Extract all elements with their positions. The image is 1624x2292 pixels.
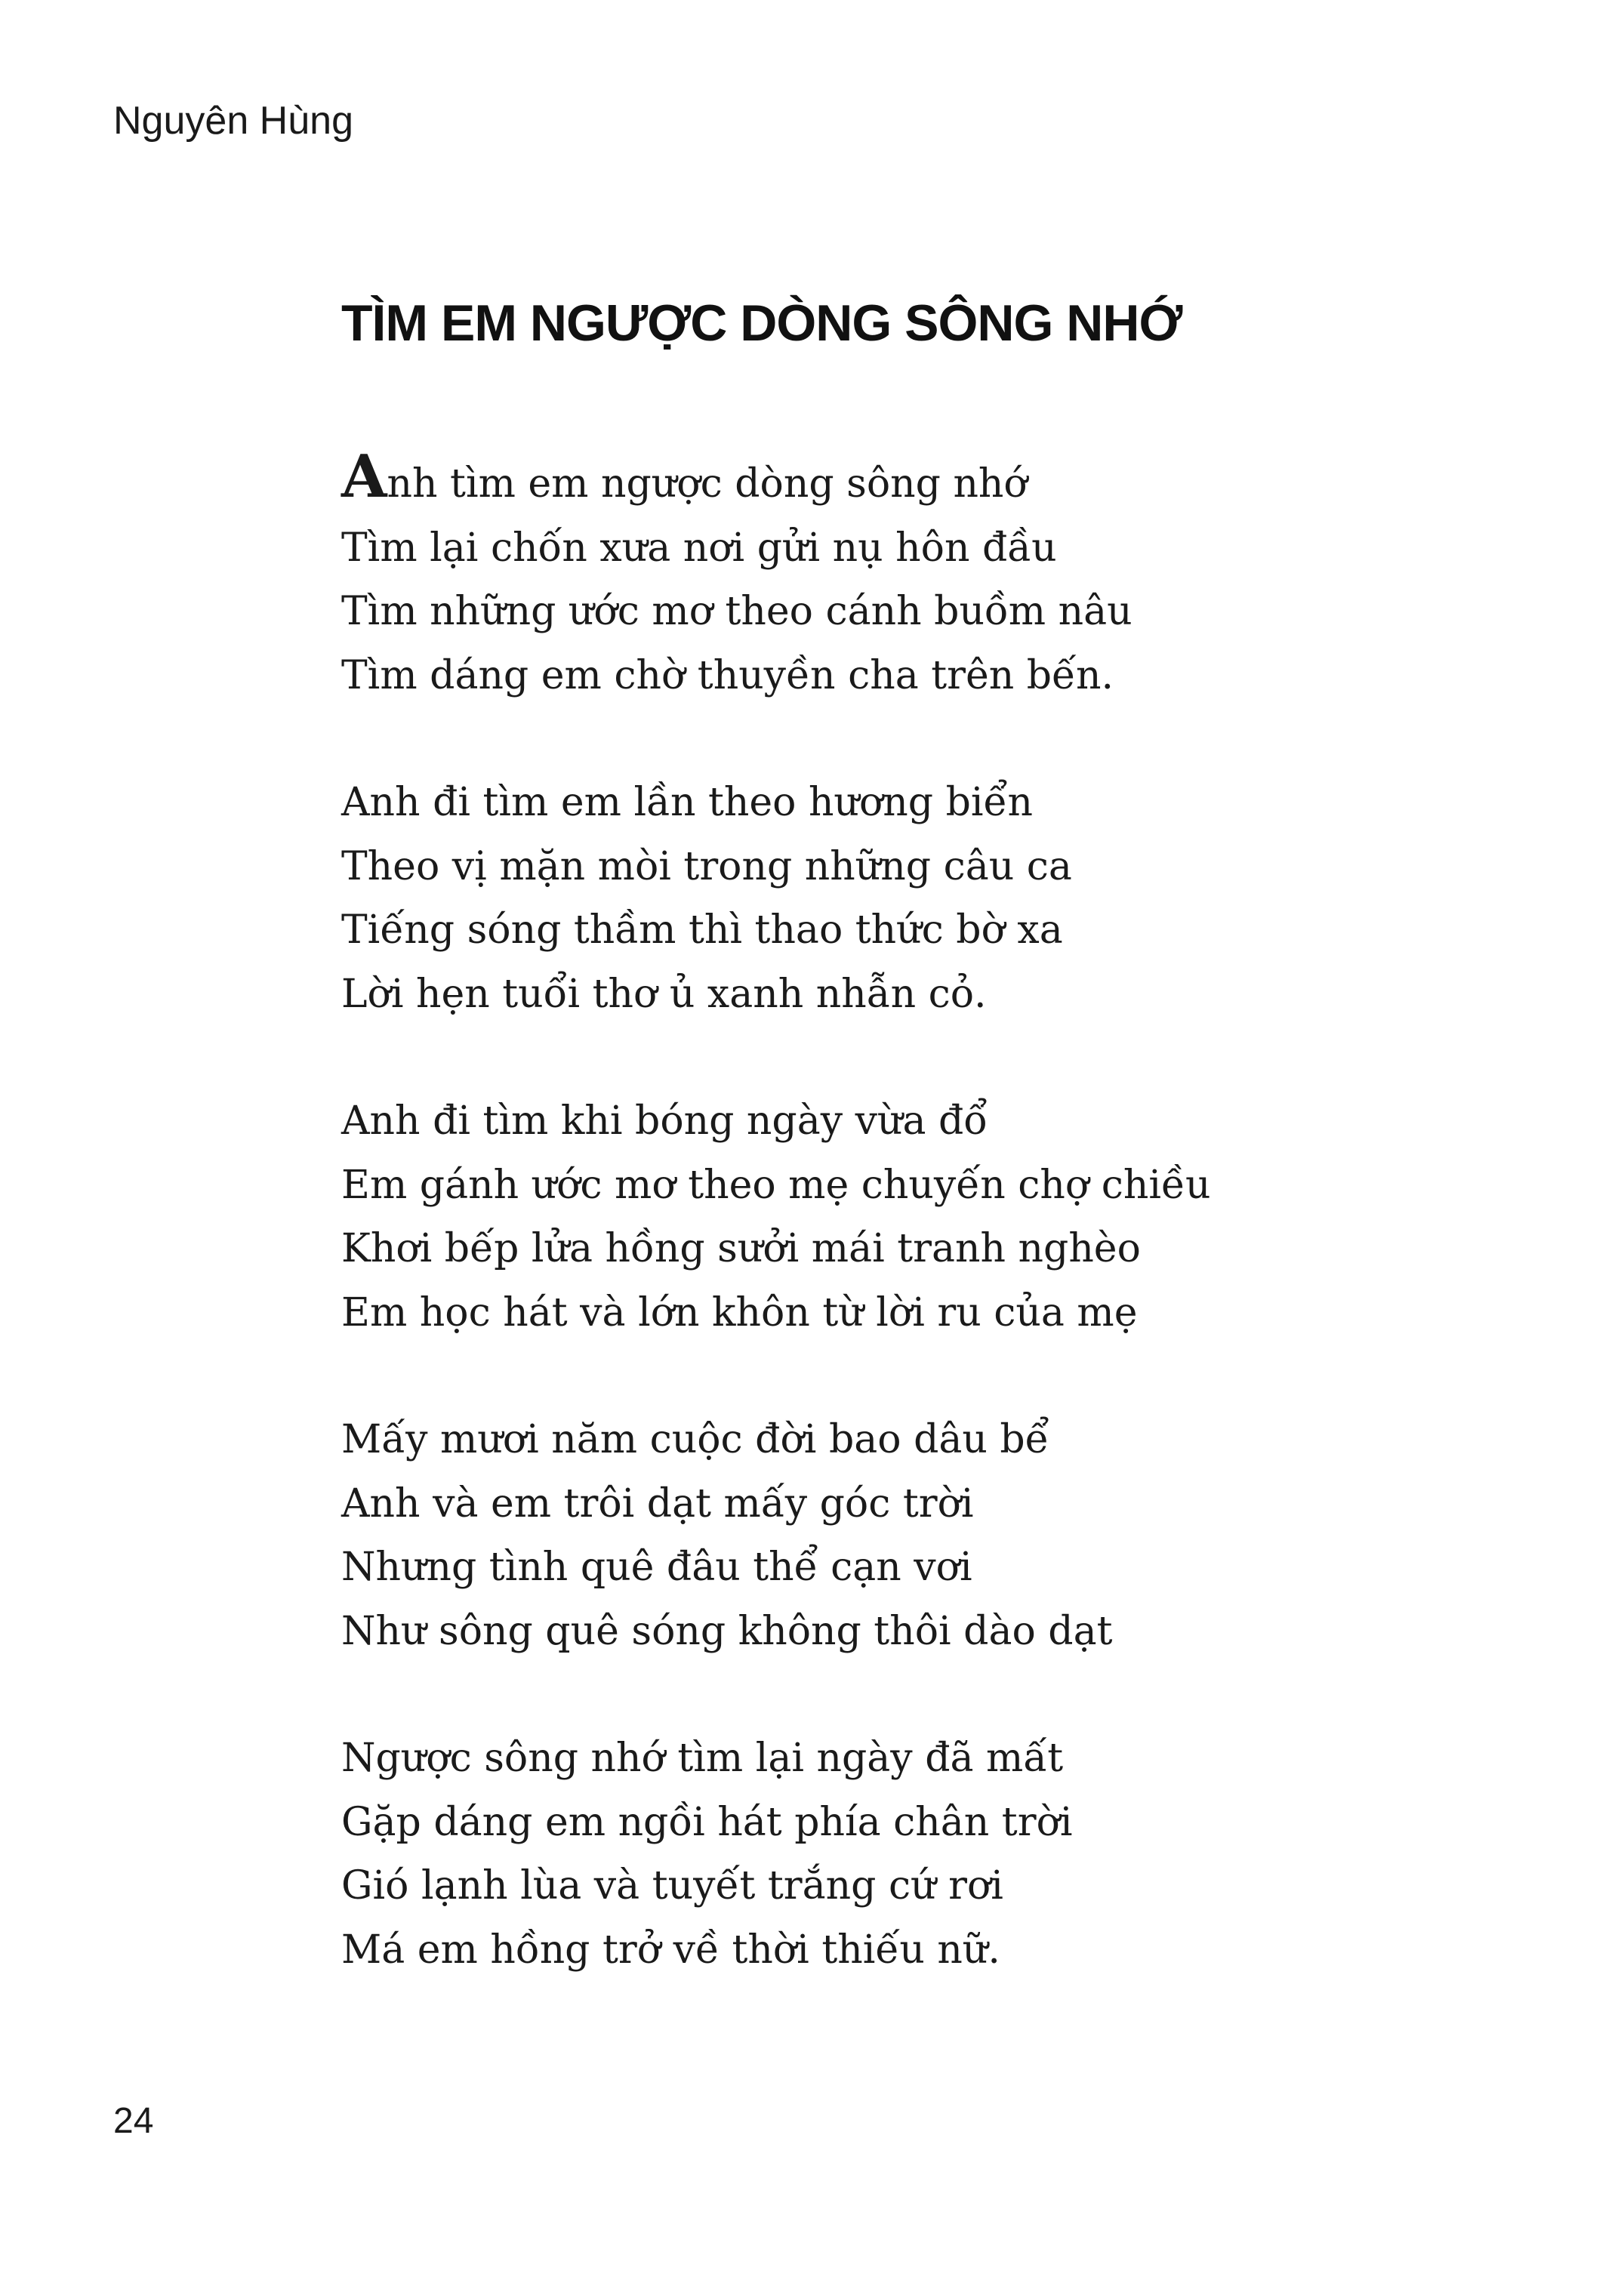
stanza: [341, 1727, 1474, 1982]
stanza: [341, 442, 1474, 707]
poem-line: Lời hẹn tuổi thơ ủ xanh nhẫn cỏ.: [341, 971, 987, 1017]
page-number: 24: [113, 2101, 154, 2141]
poem-line: Tiếng sóng thầm thì thao thức bờ xa: [341, 907, 1063, 953]
poem-line: Má em hồng trở về thời thiếu nữ.: [341, 1927, 1000, 1973]
poem-line: Tìm lại chốn xưa nơi gửi nụ hôn đầu: [341, 525, 1057, 571]
poem-title: TÌM EM NGƯỢC DÒNG SÔNG NHỚ: [341, 294, 1182, 352]
poem-line: Em học hát và lớn khôn từ lời ru của mẹ: [341, 1289, 1138, 1335]
poem-line: [341, 442, 1474, 516]
poem-line: Em gánh ước mơ theo mẹ chuyến chợ chiều: [341, 1162, 1211, 1208]
poem-line: Như sông quê sóng không thôi dào dạt: [341, 1608, 1113, 1654]
drop-cap: A: [341, 442, 387, 511]
poem-line: Ngược sông nhớ tìm lại ngày đã mất: [341, 1736, 1064, 1781]
stanza: [341, 771, 1474, 1026]
poem-line: Anh đi tìm khi bóng ngày vừa đổ: [341, 1098, 988, 1144]
poem-line: Gió lạnh lùa và tuyết trắng cứ rơi: [341, 1863, 1003, 1908]
poem-line: Anh và em trôi dạt mấy góc trời: [341, 1480, 974, 1526]
poem-line: Theo vị mặn mòi trong những câu ca: [341, 843, 1072, 889]
poem-line-text: nh tìm em ngược dòng sông nhớ: [387, 461, 1028, 507]
poem-line: Anh đi tìm em lần theo hương biển: [341, 780, 1033, 825]
stanza: [341, 1408, 1474, 1663]
stanza: [341, 1089, 1474, 1345]
poem-line: Tìm những ước mơ theo cánh buồm nâu: [341, 589, 1132, 634]
poem-line: Tìm dáng em chờ thuyền cha trên bến.: [341, 652, 1114, 698]
poem-line: Mấy mươi năm cuộc đời bao dâu bể: [341, 1417, 1049, 1462]
poem-line: Nhưng tình quê đâu thể cạn vơi: [341, 1545, 972, 1590]
poem-line: Khơi bếp lửa hồng sưởi mái tranh nghèo: [341, 1226, 1141, 1271]
poem-body: [341, 442, 1474, 2045]
poem-line: Gặp dáng em ngồi hát phía chân trời: [341, 1799, 1073, 1845]
running-head-author: Nguyên Hùng: [113, 99, 353, 143]
